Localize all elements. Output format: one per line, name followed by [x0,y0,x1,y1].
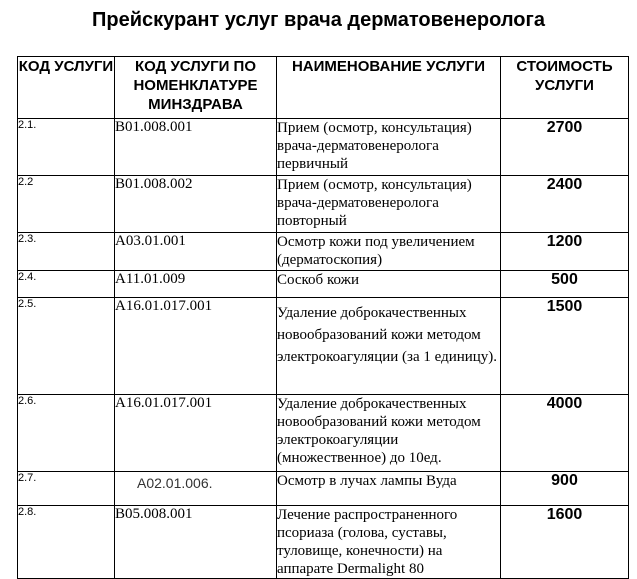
table-row [18,271,629,298]
service-code: 2.5. [18,298,115,395]
nomenclature-code: А16.01.017.001 [115,298,277,395]
service-name: Лечение распространенного псориаза (голова, суставы, туловище, конечности) на аппарате Dermalight 80 [277,506,501,579]
service-price: 500 [501,271,629,298]
table-row [18,298,629,395]
service-code: 2.3. [18,233,115,271]
service-price: 2400 [501,176,629,233]
nomenclature-code: А11.01.009 [115,271,277,298]
service-code: 2.2 [18,176,115,233]
header-name: НАИМЕНОВАНИЕ УСЛУГИ [277,57,501,119]
nomenclature-code: В01.008.001 [115,119,277,176]
nomenclature-code: В05.008.001 [115,506,277,579]
header-nomenclature: КОД УСЛУГИ ПО НОМЕНКЛАТУРЕ МИНЗДРАВА [115,57,277,119]
service-name: Соскоб кожи [277,271,501,298]
table-row [18,506,629,579]
service-code: 2.7. [18,472,115,506]
service-name: Осмотр в лучах лампы Вуда [277,472,501,506]
service-name: Удаление доброкачественных новообразований кожи методом электрокоагуляции (множественное) до 10ед. [277,395,501,472]
page-title: Прейскурант услуг врача дерматовенеролога [92,9,545,31]
table-row [18,176,629,233]
service-price: 2700 [501,119,629,176]
table-row [18,119,629,176]
service-name: Прием (осмотр, консультация) врача-дерматовенеролога первичный [277,119,501,176]
header-price: СТОИМОСТЬ УСЛУГИ [501,57,629,119]
service-name: Прием (осмотр, консультация) врача-дерматовенеролога повторный [277,176,501,233]
price-table [17,56,629,579]
header-code: КОД УСЛУГИ [18,57,115,119]
service-price: 1200 [501,233,629,271]
service-price: 4000 [501,395,629,472]
table-row [18,395,629,472]
nomenclature-code: А03.01.001 [115,233,277,271]
service-price: 1500 [501,298,629,395]
service-code: 2.1. [18,119,115,176]
service-code: 2.4. [18,271,115,298]
service-name: Удаление доброкачественных новообразований кожи методом электрокоагуляции (за 1 единицу). [277,298,501,395]
table-row [18,472,629,506]
nomenclature-code: В01.008.002 [115,176,277,233]
service-code: 2.8. [18,506,115,579]
nomenclature-code: А16.01.017.001 [115,395,277,472]
service-price: 1600 [501,506,629,579]
nomenclature-code: А02.01.006. [115,472,277,506]
service-name: Осмотр кожи под увеличением (дерматоскопия) [277,233,501,271]
service-code: 2.6. [18,395,115,472]
header-row [18,57,629,119]
service-price: 900 [501,472,629,506]
table-row [18,233,629,271]
